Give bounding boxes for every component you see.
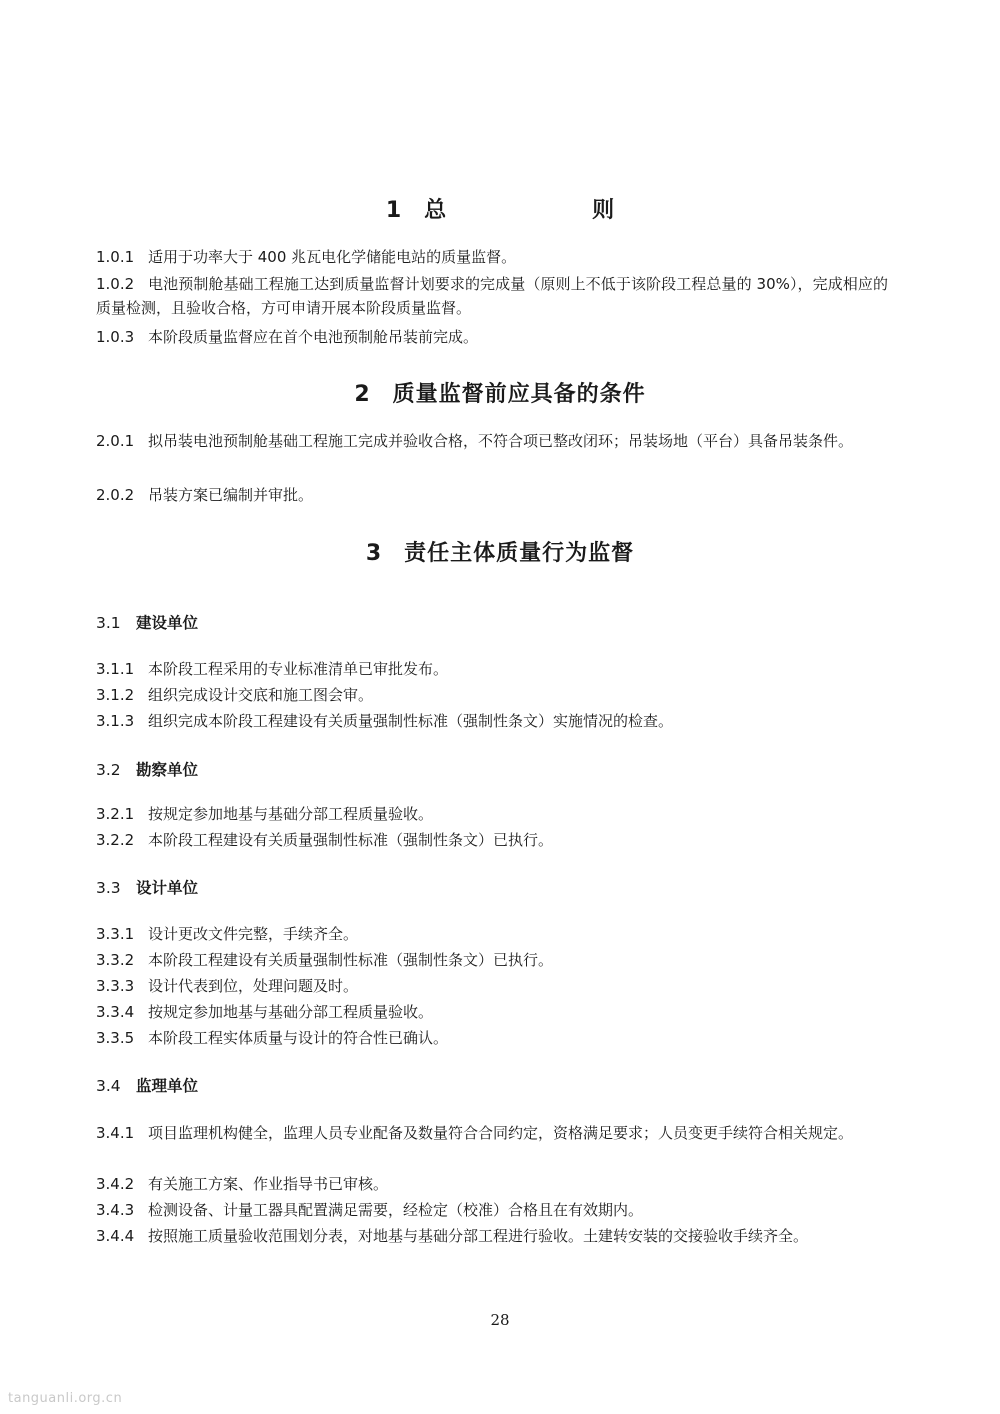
clause-3-4-2 xyxy=(96,1172,888,1196)
clause-3-4-3 xyxy=(96,1198,888,1222)
clause-3-3-1 xyxy=(96,922,888,946)
page-number: 28 xyxy=(490,1311,510,1329)
section-title: 总 则 xyxy=(424,198,677,223)
clause-number: 3.4.2 xyxy=(96,1175,135,1193)
subsection-3-1-heading xyxy=(96,611,198,633)
clause-1-0-3 xyxy=(96,325,888,349)
subsection-number: 3.1 xyxy=(96,614,121,632)
section-title: 责任主体质量行为监督 xyxy=(404,541,635,566)
clause-3-3-3 xyxy=(96,974,888,998)
clause-3-4-1 xyxy=(96,1121,888,1145)
clause-number: 1.0.3 xyxy=(96,328,135,346)
clause-number: 3.1.2 xyxy=(96,686,135,704)
section-1-heading xyxy=(0,193,1000,224)
clause-number: 1.0.2 xyxy=(96,275,135,293)
section-number: 2 xyxy=(354,382,371,407)
subsection-title: 设计单位 xyxy=(136,879,199,897)
clause-3-1-2 xyxy=(96,683,888,707)
subsection-title: 监理单位 xyxy=(136,1077,199,1095)
section-number: 3 xyxy=(365,541,383,566)
clause-number: 3.4.3 xyxy=(96,1201,135,1219)
section-title: 质量监督前应具备的条件 xyxy=(392,382,646,407)
clause-number: 3.2.1 xyxy=(96,805,135,823)
clause-number: 1.0.1 xyxy=(96,248,135,266)
clause-number: 3.1.1 xyxy=(96,660,135,678)
subsection-title: 建设单位 xyxy=(136,614,199,632)
clause-text: 有关施工方案、作业指导书已审核。 xyxy=(148,1175,389,1193)
clause-3-3-4 xyxy=(96,1000,888,1024)
clause-text: 拟吊装电池预制舱基础工程施工完成并验收合格，不符合项已整改闭环；吊装场地（平台）具备吊装条件。 xyxy=(148,432,854,450)
clause-text: 设计代表到位，处理问题及时。 xyxy=(148,977,359,995)
clause-text: 吊装方案已编制并审批。 xyxy=(148,486,314,504)
clause-text: 组织完成设计交底和施工图会审。 xyxy=(148,686,374,704)
clause-text: 适用于功率大于 400 兆瓦电化学储能电站的质量监督。 xyxy=(148,248,517,266)
clause-text: 本阶段工程建设有关质量强制性标准（强制性条文）已执行。 xyxy=(148,951,554,969)
subsection-number: 3.3 xyxy=(96,879,121,897)
clause-text: 按规定参加地基与基础分部工程质量验收。 xyxy=(148,1003,434,1021)
clause-number: 3.3.2 xyxy=(96,951,135,969)
clause-1-0-2 xyxy=(96,272,888,320)
clause-number: 3.2.2 xyxy=(96,831,135,849)
clause-text: 组织完成本阶段工程建设有关质量强制性标准（强制性条文）实施情况的检查。 xyxy=(148,712,674,730)
section-3-heading xyxy=(0,536,1000,567)
clause-text: 检测设备、计量工器具配置满足需要，经检定（校准）合格且在有效期内。 xyxy=(148,1201,644,1219)
clause-2-0-2 xyxy=(96,483,888,507)
clause-text: 本阶段工程实体质量与设计的符合性已确认。 xyxy=(148,1029,449,1047)
clause-text: 项目监理机构健全，监理人员专业配备及数量符合合同约定，资格满足要求；人员变更手续符合相关规定。 xyxy=(148,1124,854,1142)
subsection-3-4-heading xyxy=(96,1074,198,1096)
section-number: 1 xyxy=(385,198,403,223)
watermark: tanguanli.org.cn xyxy=(8,1391,123,1406)
clause-text: 电池预制舱基础工程施工达到质量监督计划要求的完成量（原则上不低于该阶段工程总量的 30%），完成相应的质量检测，且验收合格，方可申请开展本阶段质量监督。 xyxy=(96,275,888,317)
clause-text: 本阶段工程建设有关质量强制性标准（强制性条文）已执行。 xyxy=(148,831,554,849)
clause-number: 3.4.1 xyxy=(96,1124,135,1142)
clause-text: 本阶段质量监督应在首个电池预制舱吊装前完成。 xyxy=(148,328,479,346)
clause-2-0-1 xyxy=(96,429,888,453)
subsection-number: 3.2 xyxy=(96,761,121,779)
subsection-title: 勘察单位 xyxy=(136,761,199,779)
clause-text: 本阶段工程采用的专业标准清单已审批发布。 xyxy=(148,660,449,678)
clause-text: 设计更改文件完整，手续齐全。 xyxy=(148,925,359,943)
clause-number: 3.1.3 xyxy=(96,712,135,730)
clause-number: 3.3.1 xyxy=(96,925,135,943)
clause-text: 按照施工质量验收范围划分表，对地基与基础分部工程进行验收。土建转安装的交接验收手续齐全。 xyxy=(148,1227,809,1245)
clause-number: 3.3.4 xyxy=(96,1003,135,1021)
clause-3-3-5 xyxy=(96,1026,888,1050)
clause-number: 2.0.2 xyxy=(96,486,135,504)
section-2-heading xyxy=(0,377,1000,408)
clause-number: 3.3.5 xyxy=(96,1029,135,1047)
clause-number: 3.3.3 xyxy=(96,977,135,995)
clause-3-3-2 xyxy=(96,948,888,972)
clause-3-1-3 xyxy=(96,709,888,733)
clause-3-2-1 xyxy=(96,802,888,826)
clause-text: 按规定参加地基与基础分部工程质量验收。 xyxy=(148,805,434,823)
clause-number: 2.0.1 xyxy=(96,432,135,450)
subsection-3-3-heading xyxy=(96,876,198,898)
subsection-3-2-heading xyxy=(96,758,198,780)
clause-number: 3.4.4 xyxy=(96,1227,135,1245)
clause-1-0-1 xyxy=(96,245,888,269)
clause-3-4-4 xyxy=(96,1224,888,1248)
clause-3-2-2 xyxy=(96,828,888,852)
subsection-number: 3.4 xyxy=(96,1077,121,1095)
clause-3-1-1 xyxy=(96,657,888,681)
